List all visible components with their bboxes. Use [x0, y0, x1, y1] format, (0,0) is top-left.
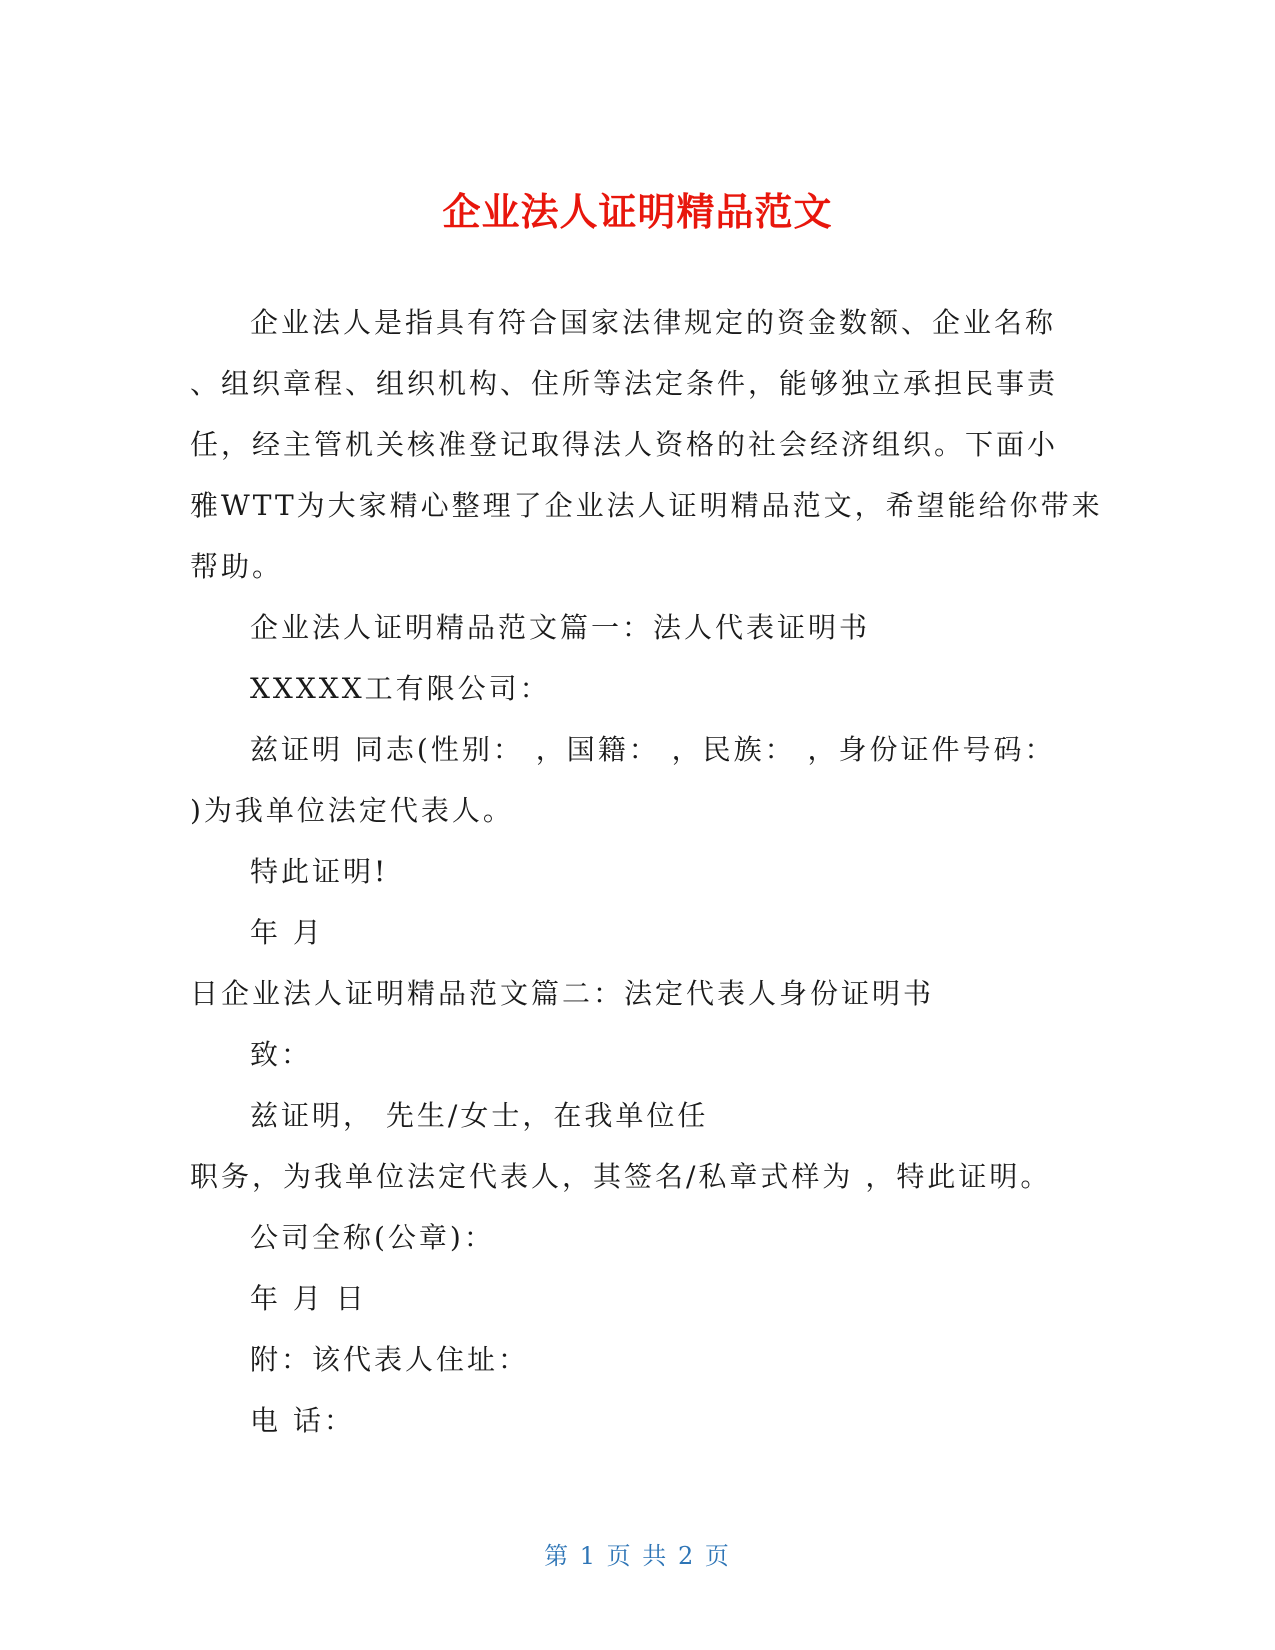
addressee-line: 致：: [250, 1038, 313, 1071]
address-line: 附：该代表人住址：: [250, 1343, 530, 1376]
paragraph-line: 兹证明 同志(性别： ，国籍： ，民族： ，身份证件号码：: [250, 733, 1056, 766]
section-heading: 日企业法人证明精品范文篇二：法定代表人身份证明书: [190, 977, 935, 1010]
document-title: 企业法人证明精品范文: [442, 190, 833, 235]
paragraph-line: 企业法人是指具有符合国家法律规定的资金数额、企业名称: [250, 306, 1057, 339]
paragraph-line: 职务，为我单位法定代表人，其签名/私章式样为 ，特此证明。: [190, 1160, 1052, 1193]
page-number-footer: 第 1 页 共 2 页: [544, 1542, 731, 1570]
date-line: 年 月: [250, 916, 324, 949]
paragraph-line: 、组织章程、组织机构、住所等法定条件，能够独立承担民事责: [190, 367, 1059, 400]
addressee-line: XXXXX工有限公司：: [250, 672, 551, 705]
paragraph-line: 任，经主管机关核准登记取得法人资格的社会经济组织。下面小: [190, 428, 1059, 461]
document-body: [190, 292, 1103, 1451]
paragraph-line: 雅WTT为大家精心整理了企业法人证明精品范文，希望能给你带来: [190, 489, 1103, 522]
section-heading: 企业法人证明精品范文篇一：法人代表证明书: [250, 611, 871, 644]
date-line: 年 月 日: [250, 1282, 367, 1315]
company-name-line: 公司全称(公章)：: [250, 1221, 495, 1254]
paragraph-line: 兹证明， 先生/女士，在我单位任: [250, 1099, 709, 1132]
phone-line: 电 话：: [250, 1404, 355, 1437]
paragraph-line: 帮助。: [190, 550, 284, 583]
paragraph-line: 特此证明!: [250, 855, 389, 888]
paragraph-line: )为我单位法定代表人。: [190, 794, 514, 827]
